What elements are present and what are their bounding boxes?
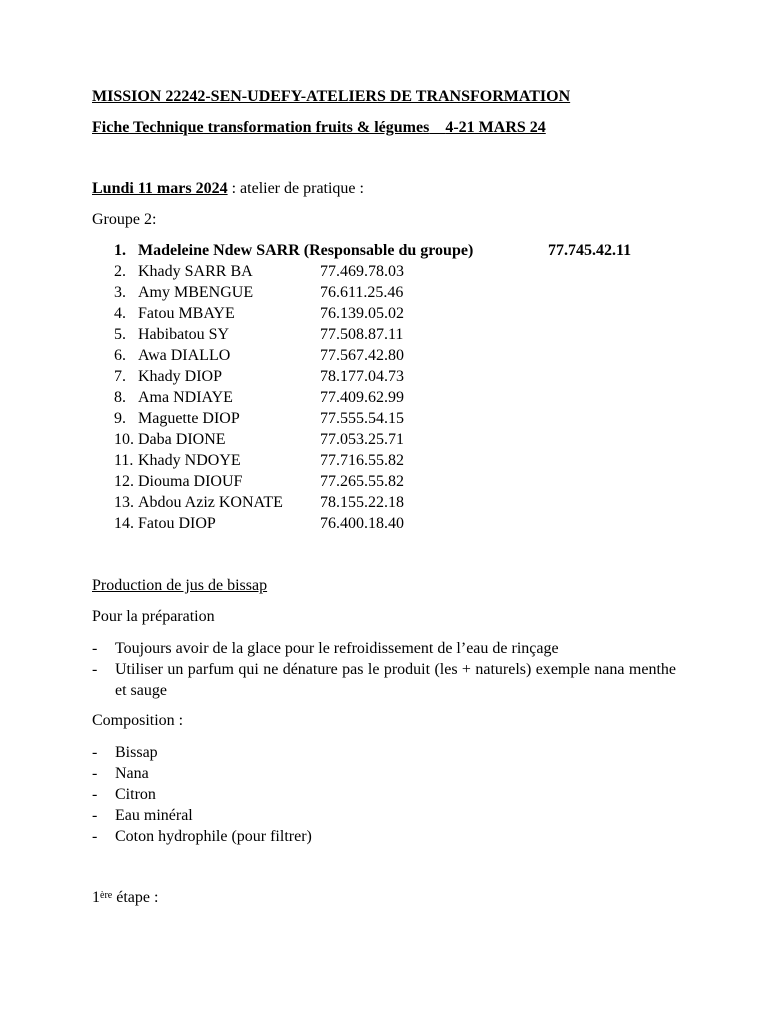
member-name: Habibatou SY — [138, 326, 230, 343]
member-row — [114, 241, 632, 261]
member-phone: 77.409.62.99 — [320, 389, 404, 406]
member-number: 8. — [114, 389, 126, 406]
member-row — [114, 346, 404, 366]
member-phone: 77.567.42.80 — [320, 347, 404, 364]
member-row — [114, 367, 404, 387]
mission-title: MISSION 22242-SEN-UDEFY-ATELIERS DE TRANSFORMATION — [92, 88, 571, 105]
member-number: 11. — [114, 452, 134, 469]
member-row — [114, 325, 404, 345]
composition-item-text: Coton hydrophile (pour filtrer) — [115, 828, 312, 845]
member-row — [114, 430, 404, 450]
bullet-dash: - — [92, 744, 98, 761]
member-phone: 78.155.22.18 — [320, 494, 404, 511]
member-phone: 77.508.87.11 — [320, 326, 404, 343]
member-number: 9. — [114, 410, 126, 427]
step-label: étape : — [112, 889, 159, 906]
session-line — [92, 179, 364, 199]
step-heading — [92, 888, 158, 908]
member-phone: 77.265.55.82 — [320, 473, 404, 490]
member-phone: 77.469.78.03 — [320, 263, 404, 280]
member-name: Khady NDOYE — [138, 452, 241, 469]
member-number: 10. — [114, 431, 134, 448]
member-phone: 76.139.05.02 — [320, 305, 404, 322]
member-name: Abdou Aziz KONATE — [138, 494, 283, 511]
composition-item-text: Eau minéral — [115, 807, 193, 824]
member-name: Ama NDIAYE — [138, 389, 233, 406]
bullet-dash: - — [92, 640, 98, 657]
bullet-dash: - — [92, 765, 98, 782]
member-name: Maguette DIOP — [138, 410, 240, 427]
member-name: Daba DIONE — [138, 431, 226, 448]
member-number: 7. — [114, 368, 126, 385]
member-number: 13. — [114, 494, 134, 511]
member-row — [114, 451, 404, 471]
preparation-label: Pour la préparation — [92, 608, 215, 625]
member-row — [114, 409, 404, 429]
member-phone: 77.555.54.15 — [320, 410, 404, 427]
session-description: : atelier de pratique : — [227, 180, 364, 197]
composition-item-text: Bissap — [115, 744, 158, 761]
member-phone: 76.400.18.40 — [320, 515, 404, 532]
member-row — [114, 283, 404, 303]
preparation-item-text: Utiliser un parfum qui ne dénature pas le produit (les + naturels) exemple nana menthe et sauge — [115, 661, 676, 699]
bullet-dash: - — [92, 807, 98, 824]
bullet-dash: - — [92, 828, 98, 845]
member-row — [114, 514, 404, 534]
session-date: Lundi 11 mars 2024 — [92, 180, 228, 197]
composition-item-text: Citron — [115, 786, 156, 803]
fiche-title-line — [92, 118, 546, 138]
member-number: 6. — [114, 347, 126, 364]
member-number: 5. — [114, 326, 126, 343]
production-title: Production de jus de bissap — [92, 577, 268, 594]
bullet-dash: - — [92, 786, 98, 803]
member-number: 14. — [114, 515, 134, 532]
member-number: 2. — [114, 263, 126, 280]
member-row — [114, 304, 404, 324]
member-number: 1. — [114, 242, 126, 259]
group-label: Groupe 2: — [92, 211, 157, 228]
member-phone: 77.716.55.82 — [320, 452, 404, 469]
member-name: Madeleine Ndew SARR (Responsable du groupe) — [138, 242, 474, 259]
member-row — [114, 493, 404, 513]
member-name: Diouma DIOUF — [138, 473, 243, 490]
member-phone: 76.611.25.46 — [320, 284, 404, 301]
member-row — [114, 262, 404, 282]
member-name: Awa DIALLO — [138, 347, 231, 364]
member-number: 12. — [114, 473, 134, 490]
member-row — [114, 388, 404, 408]
member-name: Amy MBENGUE — [138, 284, 254, 301]
composition-label: Composition : — [92, 712, 184, 729]
member-phone: 77.745.42.11 — [548, 242, 632, 259]
step-number: 1 — [92, 889, 100, 906]
member-phone: 78.177.04.73 — [320, 368, 404, 385]
composition-item-text: Nana — [115, 765, 149, 782]
step-superscript: ère — [100, 890, 113, 901]
member-row — [114, 472, 404, 492]
member-number: 3. — [114, 284, 126, 301]
fiche-title: Fiche Technique transformation fruits & légumes — [92, 119, 430, 136]
preparation-item-text: Toujours avoir de la glace pour le refroidissement de l’eau de rinçage — [115, 640, 559, 657]
member-name: Khady SARR BA — [138, 263, 253, 280]
fiche-dates: 4-21 MARS 24 — [445, 119, 546, 136]
member-name: Fatou MBAYE — [138, 305, 235, 322]
bullet-dash: - — [92, 661, 98, 678]
member-phone: 77.053.25.71 — [320, 431, 404, 448]
member-number: 4. — [114, 305, 126, 322]
member-name: Khady DIOP — [138, 368, 222, 385]
member-name: Fatou DIOP — [138, 515, 216, 532]
